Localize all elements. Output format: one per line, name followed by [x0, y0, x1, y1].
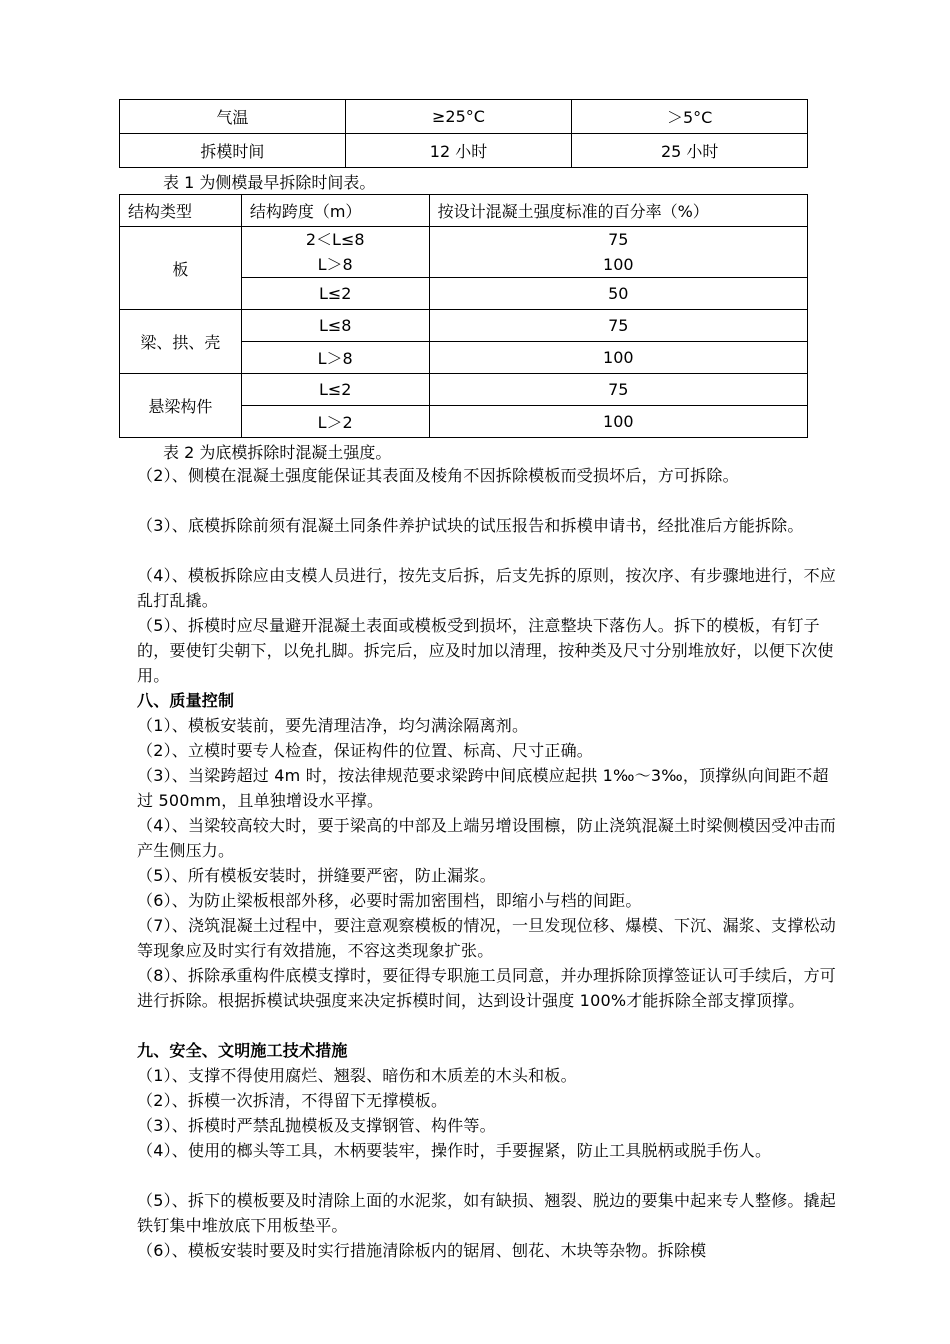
span-cell: [241, 227, 429, 278]
paragraph: （7）、浇筑混凝土过程中，要注意观察模板的情况，一旦发现位移、爆模、下沉、漏浆、支撑松动等现象应及时实行有效措施，不容这类现象扩张。: [137, 916, 836, 960]
table-cell: 气温: [120, 100, 346, 134]
percent-value: 75: [608, 230, 629, 249]
paragraph: （5）、所有模板安装时，拼缝要严密，防止漏浆。: [137, 866, 496, 885]
span-cell: L＞8: [241, 342, 429, 374]
header-cell: 结构类型: [120, 195, 242, 227]
table-row: [120, 134, 808, 168]
table-row: [120, 100, 808, 134]
paragraph: （3）、拆模时严禁乱抛模板及支撑钢管、构件等。: [137, 1116, 496, 1135]
percent-cell: 100: [429, 406, 807, 438]
paragraph: （5）、拆模时应尽量避开混凝土表面或模板受到损坏，注意整块下落伤人。拆下的模板，有钉子的，要使钉尖朝下，以免扎脚。拆完后，应及时加以清理，按种类及尺寸分别堆放好，以便下次使用。: [137, 616, 834, 685]
type-cell: 板: [120, 227, 242, 310]
paragraph: （3）、当梁跨超过 4m 时，按法律规范要求梁跨中间底模应起拱 1‰～3‰，顶撑纵向间距不超过 500mm，且单独增设水平撑。: [137, 766, 829, 810]
paragraph: （5）、拆下的模板要及时清除上面的水泥浆，如有缺损、翘裂、脱边的要集中起来专人整修。撬起铁钉集中堆放底下用板垫平。: [137, 1191, 836, 1235]
type-cell: 梁、拱、壳: [120, 310, 242, 374]
paragraph: （1）、模板安装前，要先清理洁净，均匀满涂隔离剂。: [137, 716, 529, 735]
table2-caption: 表 2 为底模拆除时混凝土强度。: [163, 443, 392, 462]
span-cell: L＞2: [241, 406, 429, 438]
table-cell: 拆模时间: [120, 134, 346, 168]
table-row: [120, 227, 808, 278]
paragraph: （2）、拆模一次拆清，不得留下无撑模板。: [137, 1091, 448, 1110]
paragraph: （6）、为防止梁板根部外移，必要时需加密围档，即缩小与档的间距。: [137, 891, 642, 910]
table-cell: ≥25°C: [345, 100, 572, 134]
paragraph: （2）、侧模在混凝土强度能保证其表面及棱角不因拆除模板而受损坏后，方可拆除。: [137, 466, 739, 485]
span-cell: L≤2: [241, 374, 429, 406]
span-cell: L≤2: [241, 278, 429, 310]
section-heading: 八、质量控制: [137, 691, 235, 710]
span-value: L＞8: [317, 255, 353, 274]
table-cell: 12 小时: [345, 134, 572, 168]
table-row: [120, 374, 808, 406]
concrete-strength-table: [119, 194, 808, 438]
paragraph: （4）、模板拆除应由支模人员进行，按先支后拆，后支先拆的原则，按次序、有步骤地进行，不应乱打乱撬。: [137, 566, 836, 610]
paragraph: （4）、当梁较高较大时，要于梁高的中部及上端另增设围檩，防止浇筑混凝土时梁侧模因受冲击而产生侧压力。: [137, 816, 836, 860]
percent-cell: 50: [429, 278, 807, 310]
section-heading: 九、安全、文明施工技术措施: [137, 1041, 348, 1060]
percent-value: 100: [603, 255, 634, 274]
formwork-time-table: [119, 99, 808, 168]
type-cell: 悬梁构件: [120, 374, 242, 438]
table-header-row: [120, 195, 808, 227]
paragraph: （6）、模板安装时要及时实行措施清除板内的锯屑、刨花、木块等杂物。拆除模: [137, 1241, 707, 1260]
table-cell: 25 小时: [572, 134, 808, 168]
percent-cell: 100: [429, 342, 807, 374]
span-cell: L≤8: [241, 310, 429, 342]
span-value: 2＜L≤8: [305, 230, 365, 249]
table-row: [120, 310, 808, 342]
paragraph: （1）、支撑不得使用腐烂、翘裂、暗伤和木质差的木头和板。: [137, 1066, 577, 1085]
table1-caption: 表 1 为侧模最早拆除时间表。: [163, 173, 376, 192]
paragraph: （2）、立模时要专人检查，保证构件的位置、标高、尺寸正确。: [137, 741, 593, 760]
percent-cell: 75: [429, 374, 807, 406]
paragraph: （3）、底模拆除前须有混凝土同条件养护试块的试压报告和拆模申请书，经批准后方能拆除。: [137, 516, 804, 535]
paragraph: （8）、拆除承重构件底模支撑时，要征得专职施工员同意，并办理拆除顶撑签证认可手续后，方可进行拆除。根据拆模试块强度来决定拆模时间，达到设计强度 100%才能拆除全部支撑顶撑。: [137, 966, 836, 1010]
table-cell: ＞5°C: [572, 100, 808, 134]
percent-cell: [429, 227, 807, 278]
paragraph: （4）、使用的榔头等工具，木柄要装牢，操作时，手要握紧，防止工具脱柄或脱手伤人。: [137, 1141, 772, 1160]
header-cell: 按设计混凝土强度标准的百分率（%）: [429, 195, 807, 227]
percent-cell: 75: [429, 310, 807, 342]
header-cell: 结构跨度（m）: [241, 195, 429, 227]
